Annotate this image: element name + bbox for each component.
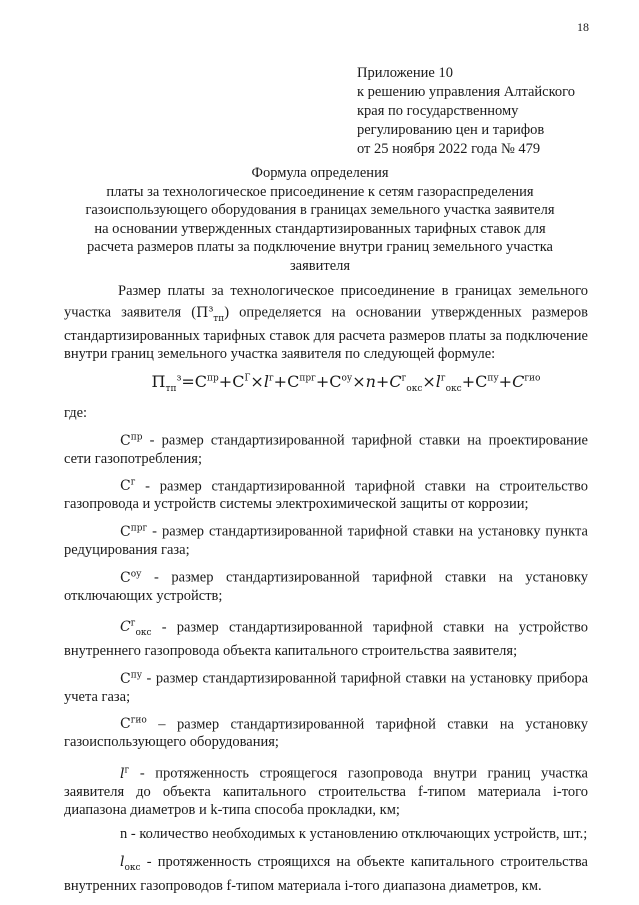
definition-item: $C^{гио}$ – размер стандартизированной тарифной ставки на установку газоиспользующего оборудования; [64,715,588,751]
formula [104,369,588,398]
header-line: регулированию цен и тарифов [357,122,545,138]
definition-item: $C^{оу}$ - размер стандартизированной тарифной ставки на установку отключающих устройств; [64,568,588,604]
formula-text: $П_{тп}^з=C^{пр}+C^Г\times l^г+C^{прг}+C^{оу}\times n+C^г_{окс}\times l^г_{окс}+C^{пу}+C^{гио}$ [151,371,541,394]
document-title [66,164,574,275]
header-line: края по государственному [357,103,519,119]
definition-item: $C^г_{окс}$ - размер стандартизированной тарифной ставки на устройство внутреннего газопровода объекта капитального строительства заявителя; [64,618,588,660]
title-line: на основании утвержденных стандартизированных тарифных ставок для [94,220,546,237]
appendix-header [357,64,575,159]
title-line: заявителя [289,257,351,274]
definition-item: $C^{пу}$ - размер стандартизированной тарифной ставки на установку прибора учета газа; [64,670,588,705]
definition-item: n - количество необходимых к установлению отключающих устройств, шт.; [120,826,588,843]
header-line: от 25 ноября 2022 года № 479 [357,141,541,157]
title-line: газоиспользующего оборудования в границах земельного участка заявителя [85,202,555,218]
document-body [64,282,588,895]
header-line: Приложение 10 [357,65,453,81]
page-number: 18 [577,20,589,34]
header-line: к решению управления Алтайского [357,84,576,100]
definition-item: $l^г$ - протяженность строящегося газопровода внутри границ участка заявителя до объекта капитального строительства f-типом материала i-того диапазона диаметров и k-типа способа прокладки, км; [64,765,588,819]
symbol-p-tp: $П^з_{тп}$ [196,304,225,324]
definition-item: $C^{прг}$ - размер стандартизированной тарифной ставки на установку пункта редуцирования газа; [64,523,588,558]
definition-item: $l_{окс}$ - протяженность строящихся на объекте капитального строительства внутренних газопроводов f-типом материала i-того диапазона диаметров, км. [64,854,588,894]
title-line: расчета размеров платы за подключение внутри границ земельного участка [87,239,553,255]
definition-item: $C^г$ - размер стандартизированной тарифной ставки на строительство газопровода и устройств системы электрохимической защиты от коррозии; [64,477,588,513]
title-line: платы за технологическое присоединение к сетям газораспределения [106,183,534,200]
intro-paragraph: Размер платы за технологическое присоединение в границах земельного участка заявителя $(П^з_{тп})$ определяется на основании утвержденных размеров стандартизированных тарифных ставок для расчета размеров платы за подключение внутри границ земельного участка заявителя по следующей формуле: [64,283,588,363]
where-label: где: [64,404,88,421]
definition-item: $C^{пр}$ - размер стандартизированной тарифной ставки на проектирование сети газопотребления; [64,431,588,467]
title-line: Формула определения [251,165,389,181]
